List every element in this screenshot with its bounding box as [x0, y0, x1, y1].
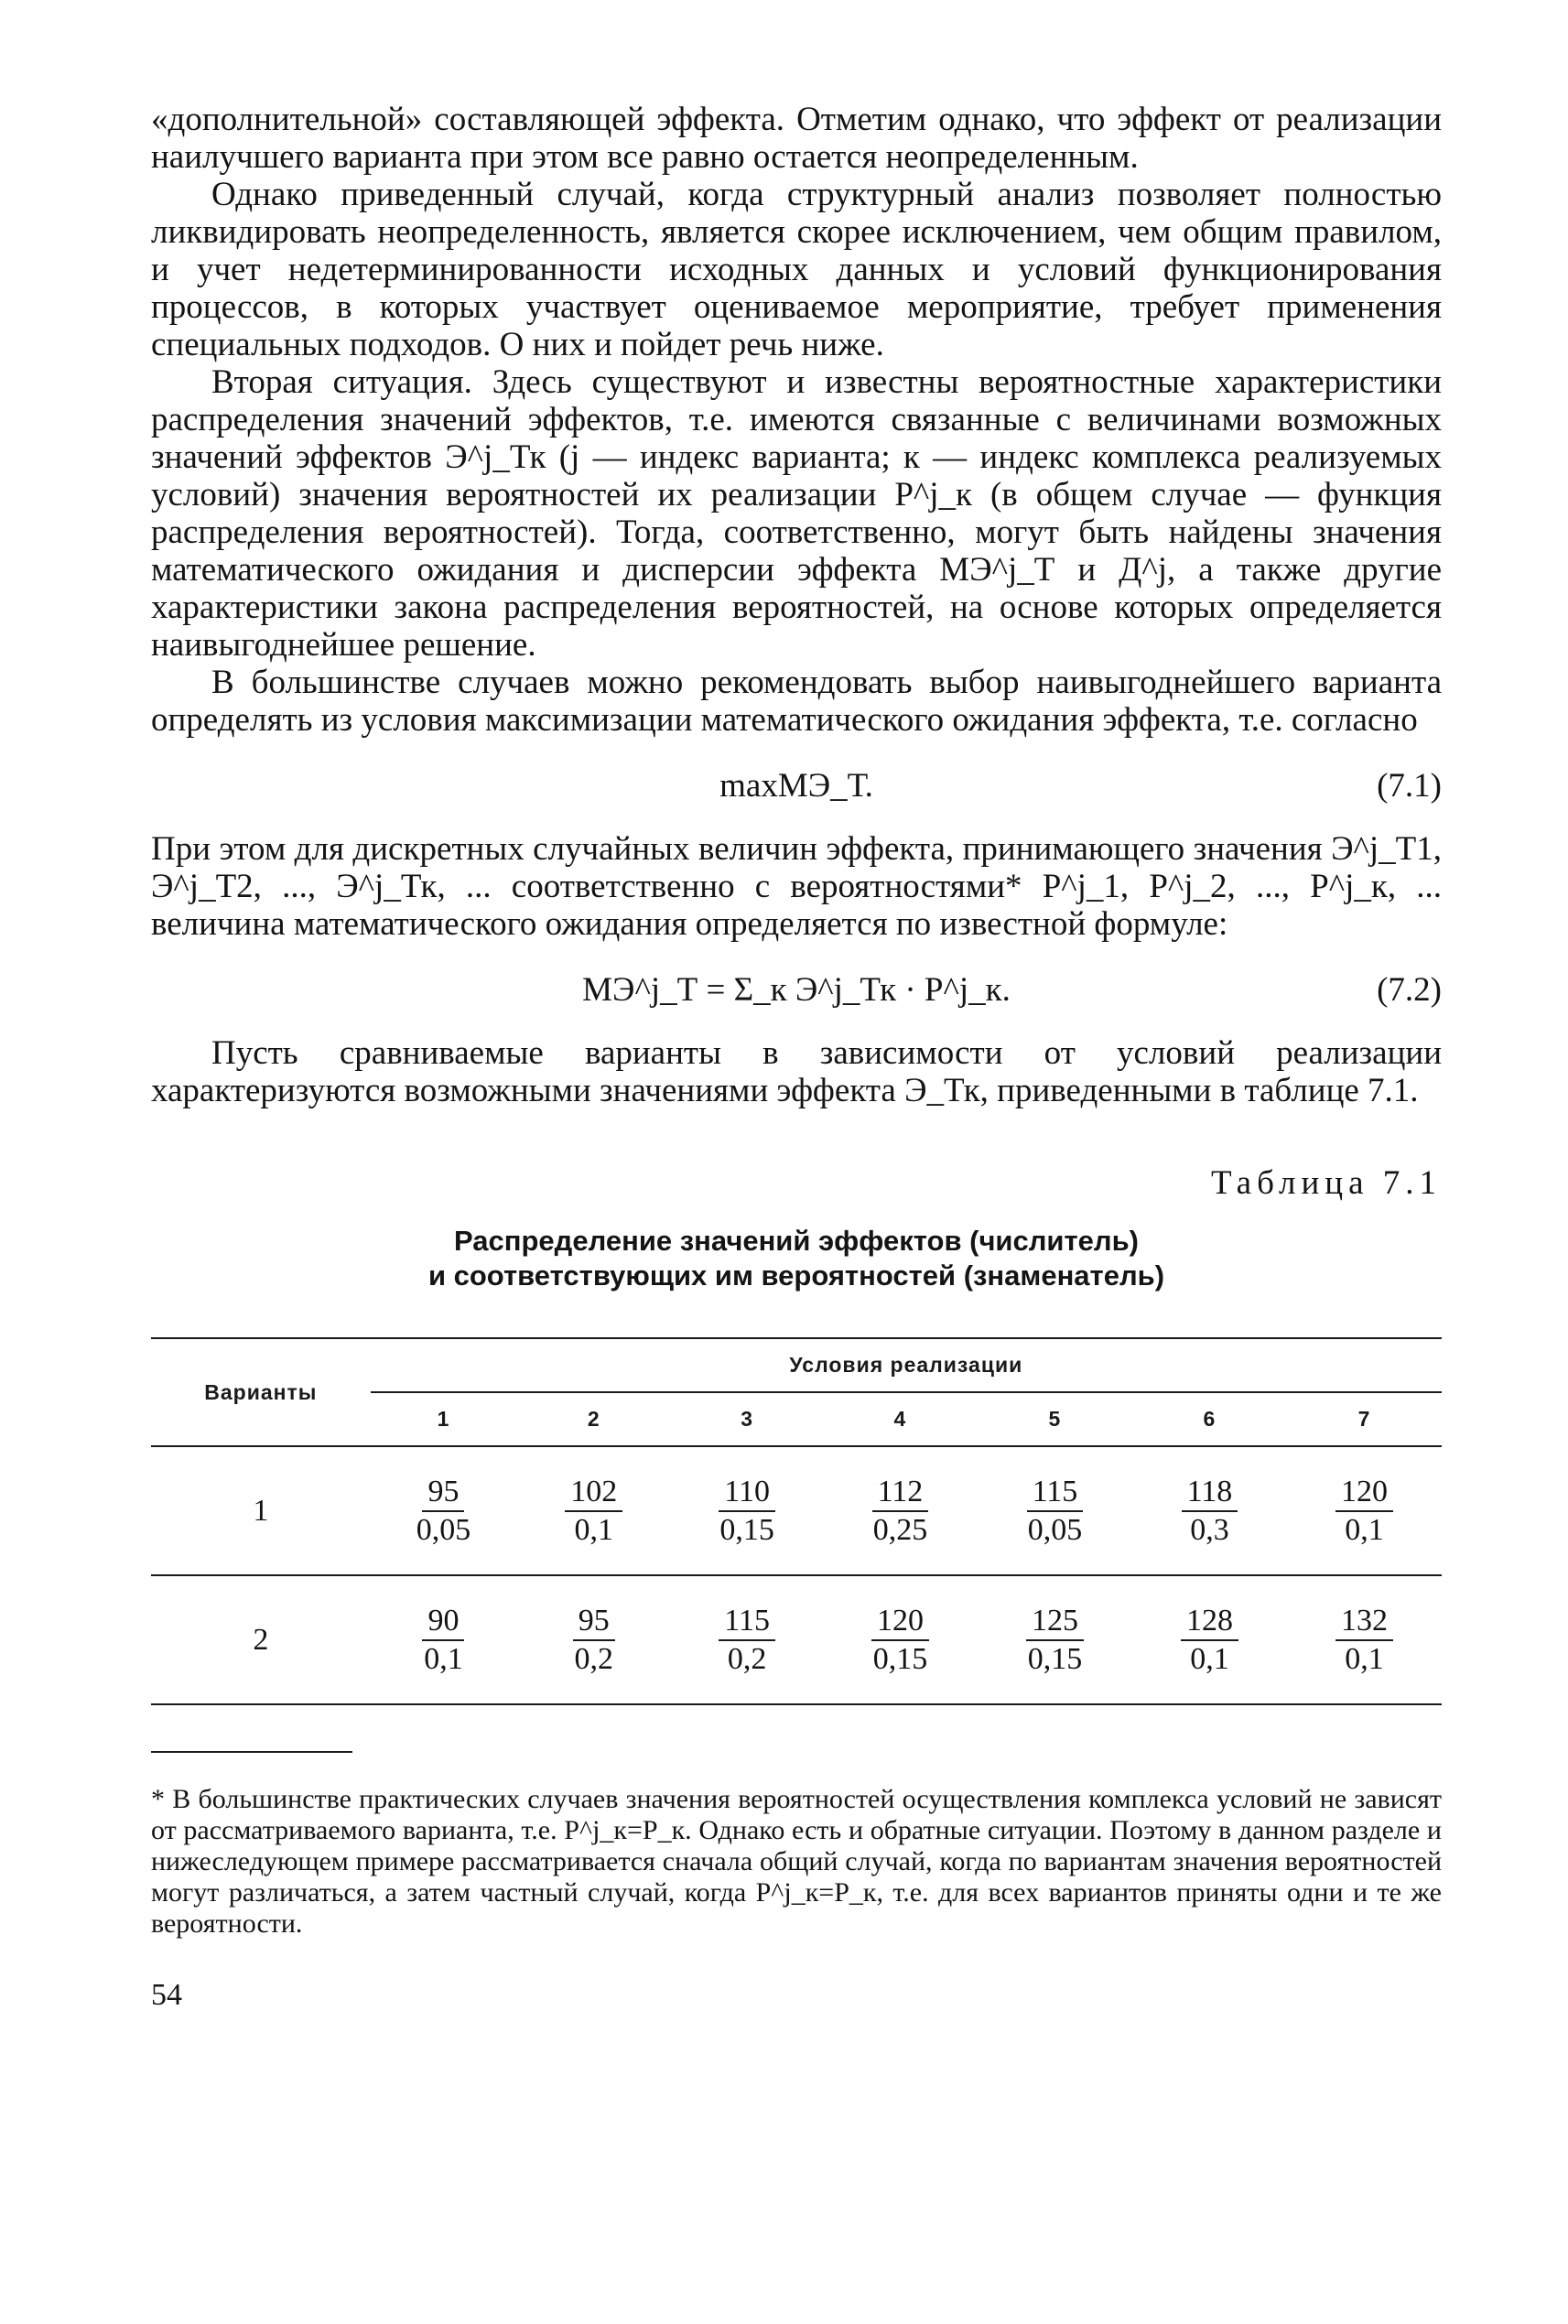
table-caption: Таблица 7.1	[1211, 1164, 1442, 1202]
table-cell	[516, 1446, 671, 1575]
condition-header-6: 6	[1203, 1407, 1217, 1431]
probability-value: 0,1	[1345, 1642, 1384, 1676]
effects-table	[151, 1337, 1442, 1705]
formula-7-2-number: (7.2)	[1377, 971, 1442, 1009]
table-title-line-2: и соответствующих им вероятностей (знаменатель)	[427, 1259, 1165, 1292]
probability-value: 0,15	[872, 1642, 928, 1676]
table-cell	[1287, 1575, 1442, 1704]
probability-value: 0,1	[424, 1642, 463, 1676]
condition-header-3: 3	[741, 1407, 754, 1431]
formula-7-1-expression: maxМЭ_Т.	[719, 767, 873, 805]
fraction	[416, 1474, 471, 1549]
effect-value: 95	[422, 1474, 464, 1512]
table-cell	[1287, 1446, 1442, 1575]
probability-value: 0,2	[574, 1642, 614, 1676]
effect-value: 120	[1336, 1474, 1393, 1512]
fraction	[1027, 1474, 1084, 1549]
table-cell	[978, 1575, 1132, 1704]
header-variants: Варианты	[204, 1379, 318, 1404]
probability-value: 0,1	[1190, 1642, 1229, 1676]
effect-value: 90	[422, 1603, 464, 1641]
table-cell	[371, 1575, 517, 1704]
table-cell	[1132, 1575, 1287, 1704]
probability-value: 0,25	[872, 1513, 928, 1547]
probability-value: 0,3	[1190, 1513, 1229, 1547]
table-title-line-1: Распределение значений эффектов (числитель)	[454, 1225, 1139, 1257]
formula-7-2	[151, 961, 1442, 1020]
paragraph-1: «дополнительной» составляющей эффекта. Отметим однако, что эффект от реализации наилучшего варианта при этом все равно остается неопределенным.	[151, 101, 1442, 176]
paragraph-3: Вторая ситуация. Здесь существуют и известны вероятностные характеристики распределения значений эффектов, т.е. имеются связанные с величинами возможных значений эффектов Э^j_Тк (j — индекс варианта; к — индекс комплекса реализуемых условий) значения вероятностей их реализации P^j_к (в общем случае — функция распределения вероятностей). Тогда, соответственно, могут быть найдены значения математического ожидания и дисперсии эффекта МЭ^j_Т и Д^j, а также другие характеристики закона распределения вероятностей, на основе которых определяется наивыгоднейшее решение.	[151, 363, 1442, 664]
probability-value: 0,15	[1027, 1642, 1083, 1676]
fraction	[1026, 1603, 1084, 1678]
effect-value: 95	[573, 1603, 615, 1641]
paragraph-5: При этом для дискретных случайных величин эффекта, принимающего значения Э^j_Т1, Э^j_Т2, ..., Э^j_Тк, ... соответственно с вероятностями* P^j_1, P^j_2, ..., P^j_к, ... величина математического ожидания определяется по известной формуле:	[151, 830, 1442, 943]
fraction	[565, 1474, 622, 1549]
condition-header-1: 1	[437, 1407, 450, 1431]
fraction	[719, 1603, 775, 1678]
table-cell	[516, 1575, 671, 1704]
table-cell	[671, 1575, 823, 1704]
variant-label: 1	[253, 1494, 269, 1528]
table-cell	[671, 1446, 823, 1575]
fraction	[1182, 1474, 1238, 1549]
fraction	[422, 1603, 464, 1678]
effect-value: 120	[871, 1603, 929, 1641]
table-cell	[978, 1446, 1132, 1575]
condition-header-2: 2	[587, 1407, 600, 1431]
footnote-divider	[151, 1751, 352, 1753]
effect-value: 112	[872, 1474, 929, 1512]
condition-header-4: 4	[893, 1407, 907, 1431]
fraction	[1336, 1474, 1393, 1549]
table-cell	[823, 1575, 978, 1704]
book-page	[151, 101, 1442, 2279]
condition-header-5: 5	[1048, 1407, 1062, 1431]
fraction	[871, 1603, 929, 1678]
table-title	[151, 1224, 1442, 1293]
fraction	[1336, 1603, 1393, 1678]
effect-value: 128	[1181, 1603, 1238, 1641]
formula-7-1	[151, 757, 1442, 816]
table-cell	[1132, 1446, 1287, 1575]
effect-value: 118	[1182, 1474, 1238, 1512]
paragraph-6: Пусть сравниваемые варианты в зависимости от условий реализации характеризуются возможными значениями эффекта Э_Тк, приведенными в таблице 7.1.	[151, 1034, 1442, 1109]
page-number: 54	[151, 1978, 182, 2012]
probability-value: 0,1	[574, 1513, 614, 1547]
probability-value: 0,05	[1027, 1513, 1083, 1547]
table-cell	[823, 1446, 978, 1575]
paragraph-4: В большинстве случаев можно рекомендовать выбор наивыгоднейшего варианта определять из условия максимизации математического ожидания эффекта, т.е. согласно	[151, 664, 1442, 739]
formula-7-1-number: (7.1)	[1377, 767, 1442, 805]
effect-value: 102	[565, 1474, 622, 1512]
paragraph-2: Однако приведенный случай, когда структурный анализ позволяет полностью ликвидировать неопределенность, является скорее исключением, чем общим правилом, и учет недетерминированности исходных данных и условий функционирования процессов, в которых участвует оцениваемое мероприятие, требует применения специальных подходов. О них и пойдет речь ниже.	[151, 176, 1442, 363]
effect-value: 125	[1026, 1603, 1084, 1641]
effect-value: 110	[719, 1474, 775, 1512]
table-row	[151, 1446, 1442, 1575]
effect-value: 115	[719, 1603, 775, 1641]
fraction	[1181, 1603, 1238, 1678]
fraction	[573, 1603, 615, 1678]
table-row	[151, 1575, 1442, 1704]
effect-value: 132	[1336, 1603, 1393, 1641]
table-cell	[371, 1446, 517, 1575]
probability-value: 0,05	[416, 1513, 471, 1547]
table-body	[151, 1446, 1442, 1704]
footnote: * В большинстве практических случаев значения вероятностей осуществления комплекса условий не зависят от рассматриваемого варианта, т.е. P^j_к=P_к. Однако есть и обратные ситуации. Поэтому в данном разделе и нижеследующем примере рассматривается сначала общий случай, когда по вариантам значения вероятностей могут различаться, а затем частный случай, когда P^j_к=P_к, т.е. для всех вариантов приняты одни и те же вероятности.	[151, 1784, 1442, 1939]
condition-header-7: 7	[1357, 1407, 1371, 1431]
probability-value: 0,2	[727, 1642, 767, 1676]
header-conditions: Условия реализации	[371, 1338, 1442, 1392]
fraction	[719, 1474, 775, 1549]
probability-value: 0,1	[1345, 1513, 1384, 1547]
effect-value: 115	[1027, 1474, 1084, 1512]
fraction	[872, 1474, 929, 1549]
formula-7-2-expression: МЭ^j_Т = Σ_к Э^j_Тк · P^j_к.	[582, 971, 1011, 1009]
probability-value: 0,15	[719, 1513, 774, 1547]
variant-label: 2	[253, 1623, 269, 1657]
